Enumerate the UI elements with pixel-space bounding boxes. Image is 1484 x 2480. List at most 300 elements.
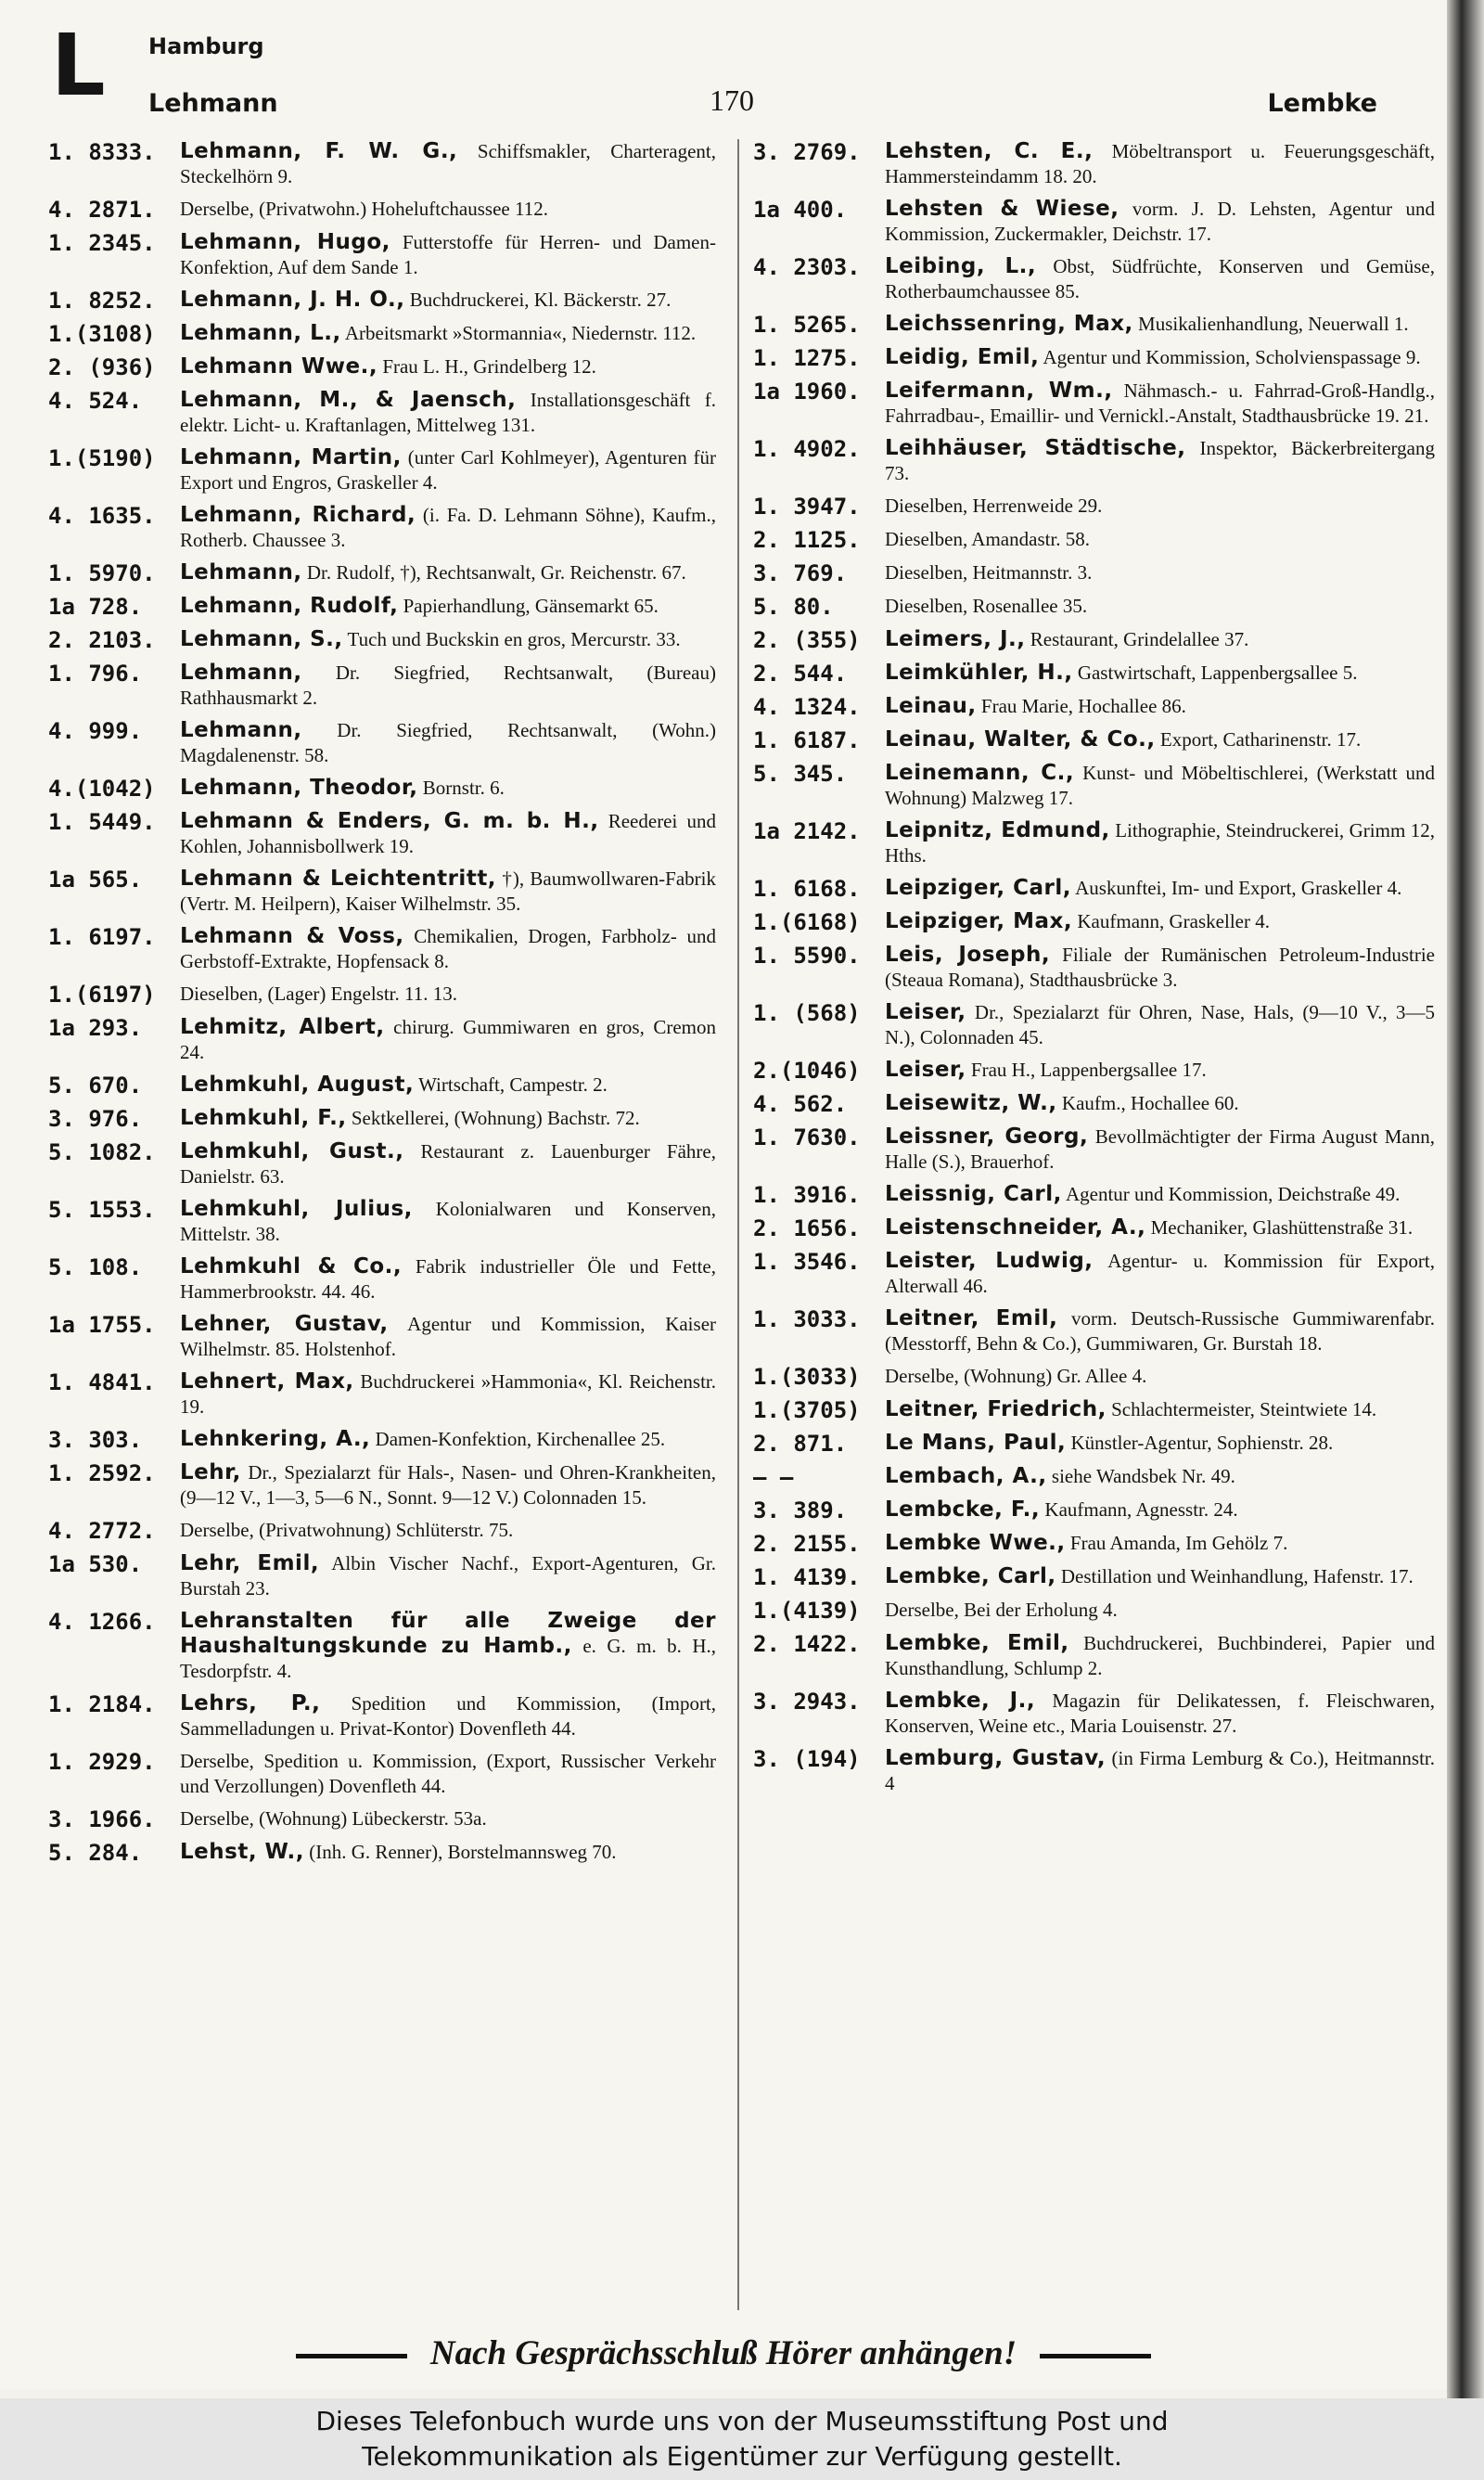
directory-entry (48, 809, 716, 859)
entry-text (885, 494, 1435, 519)
directory-entry (753, 1249, 1435, 1299)
entry-text (180, 718, 716, 768)
entry-text (885, 876, 1435, 901)
entry-text (180, 1749, 716, 1799)
subscriber-details: Futterstoffe für Herren- und Damen-Konfektion, Auf dem Sande 1. (180, 231, 716, 278)
directory-entry (753, 527, 1435, 553)
subscriber-name: Lehsten, C. E., (885, 139, 1094, 163)
subscriber-details: Dr. Rudolf, †), Rechtsanwalt, Gr. Reichenstr. 67. (306, 561, 686, 584)
directory-entry (753, 1306, 1435, 1356)
phone-number: 2.(1046) (753, 1058, 861, 1084)
subscriber-name: Lehmann, Richard, (180, 503, 416, 527)
phone-number: 1. 3947. (753, 494, 861, 520)
subscriber-details: Chemikalien, Drogen, Farbholz- und Gerbstoff-Extrakte, Hopfensack 8. (180, 925, 716, 972)
subscriber-name: Leister, Ludwig, (885, 1249, 1094, 1273)
entry-text (180, 982, 716, 1007)
directory-entry (753, 1091, 1435, 1117)
subscriber-details: Gastwirtschaft, Lappenbergsallee 5. (1077, 662, 1358, 684)
subscriber-name: Lehmann & Leichtentritt, (180, 867, 497, 891)
subscriber-name: Lehnkering, A., (180, 1427, 371, 1451)
phone-number: 1a 1960. (753, 379, 861, 405)
entry-text (180, 230, 716, 280)
entry-text (180, 1609, 716, 1684)
directory-entry (753, 761, 1435, 811)
city-heading: Hamburg (148, 33, 264, 59)
entry-text (180, 1806, 716, 1831)
entry-text (885, 1464, 1435, 1489)
subscriber-details: (in Firma Lemburg & Co.), Heitmannstr. 4 (885, 1747, 1436, 1794)
subscriber-name: Lembach, A., (885, 1464, 1047, 1488)
directory-entry (48, 197, 716, 223)
directory-entry (48, 1254, 716, 1304)
phone-number: 1. 6187. (753, 727, 861, 753)
subscriber-details: Dr. Siegfried, Rechtsanwalt, (Bureau) Rathhausmarkt 2. (180, 662, 716, 709)
subscriber-details: Sektkellerei, (Wohnung) Bachstr. 72. (351, 1107, 640, 1129)
entry-text (180, 197, 716, 222)
entry-text (885, 943, 1435, 993)
subscriber-details: Kunst- und Möbeltischlerei, (Werkstatt und Wohnung) Malzweg 17. (885, 762, 1436, 809)
directory-entry (753, 627, 1435, 653)
directory-entry (48, 718, 716, 768)
directory-entry (48, 1073, 716, 1099)
phone-number: 1a 530. (48, 1551, 143, 1577)
subscriber-details: Arbeitsmarkt »Stormannia«, Niedernstr. 112. (344, 322, 697, 344)
directory-entry (753, 139, 1435, 189)
entry-text (885, 909, 1435, 934)
phone-number: 4. 1635. (48, 503, 156, 529)
subscriber-name: Lehranstalten für alle Zweige der Haushaltungskunde zu Hamb., (180, 1609, 716, 1658)
phone-number: 1. 2184. (48, 1691, 156, 1717)
subscriber-name: Lehst, W., (180, 1840, 305, 1864)
subscriber-details: Inspektor, Bäckerbreitergang 73. (885, 437, 1435, 484)
subscriber-name: Lehr, Emil, (180, 1551, 320, 1575)
phone-number: 3. 303. (48, 1427, 143, 1453)
directory-entry (48, 354, 716, 380)
phone-number: 1. 6197. (48, 924, 156, 950)
subscriber-name: Lehmkuhl, F., (180, 1106, 347, 1130)
phone-number: 1.(4139) (753, 1598, 861, 1624)
subscriber-details: Derselbe, Bei der Erholung 4. (885, 1599, 1118, 1621)
entry-text (885, 1091, 1435, 1116)
credit-line-2: Telekommunikation als Eigentümer zur Verfügung gestellt. (362, 2441, 1122, 2472)
phone-number: 1. 5265. (753, 312, 861, 338)
slogan-rule-left (296, 2354, 407, 2358)
phone-number: 5. 284. (48, 1840, 143, 1866)
entry-text (885, 661, 1435, 686)
directory-entry (48, 503, 716, 553)
directory-entry (48, 776, 716, 802)
phone-number: 1. 4841. (48, 1369, 156, 1395)
subscriber-details: Damen-Konfektion, Kirchenallee 25. (375, 1428, 666, 1450)
entry-text (885, 1364, 1435, 1389)
phone-number: 2. 2103. (48, 627, 156, 653)
directory-entry (48, 1427, 716, 1453)
directory-entry (753, 1000, 1435, 1050)
book-spine (1447, 0, 1484, 2398)
slogan-rule-right (1040, 2354, 1151, 2358)
entry-text (180, 661, 716, 711)
directory-entry (48, 445, 716, 495)
subscriber-name: Leidig, Emil, (885, 345, 1040, 369)
directory-entry (753, 254, 1435, 304)
entry-text (885, 1306, 1435, 1356)
phone-number: 2. (355) (753, 627, 861, 653)
directory-entry (48, 1460, 716, 1510)
subscriber-details: Fabrik industrieller Öle und Fette, Hammerbrookstr. 44. 46. (180, 1255, 717, 1303)
entry-text (885, 761, 1435, 811)
subscriber-details: Filiale der Rumänischen Petroleum-Industrie (Steaua Romana), Stadthausbrücke 3. (885, 944, 1436, 991)
phone-number: 1. 8252. (48, 288, 156, 314)
subscriber-name: Leisewitz, W., (885, 1091, 1057, 1115)
subscriber-details: (Inh. G. Renner), Borstelmannsweg 70. (309, 1841, 617, 1863)
entry-text (885, 1746, 1435, 1796)
phone-number: 2. (936) (48, 354, 156, 380)
phone-number: 3. (194) (753, 1746, 861, 1772)
subscriber-name: Leitner, Friedrich, (885, 1397, 1107, 1421)
directory-entry (48, 1197, 716, 1247)
subscriber-details: Bevollmächtigter der Firma August Mann, Halle (S.), Brauerhof. (885, 1125, 1436, 1173)
subscriber-name: Leifermann, Wm., (885, 379, 1113, 403)
entry-text (180, 776, 716, 801)
directory-entry (753, 560, 1435, 586)
directory-entry (753, 1215, 1435, 1241)
entry-text (885, 1000, 1435, 1050)
entry-text (180, 627, 716, 652)
entry-text (885, 594, 1435, 619)
entry-text (885, 627, 1435, 652)
phone-number: 3. 389. (753, 1497, 848, 1523)
phone-number: — — (753, 1464, 794, 1490)
subscriber-details: Mechaniker, Glashüttenstraße 31. (1150, 1216, 1414, 1239)
entry-text (885, 694, 1435, 719)
left-guide-word: Lehmann (148, 89, 278, 118)
subscriber-details: Möbeltransport u. Feuerungsgeschäft, Hammersteindamm 18. 20. (885, 140, 1436, 187)
subscriber-details: Derselbe, (Privatwohnung) Schlüterstr. 75. (180, 1519, 514, 1541)
subscriber-name: Lehmkuhl, August, (180, 1073, 415, 1097)
right-guide-word: Lembke (1267, 89, 1377, 118)
subscriber-details: Derselbe, (Wohnung) Lübeckerstr. 53a. (180, 1807, 487, 1830)
directory-entry (753, 909, 1435, 935)
directory-entry (48, 230, 716, 280)
entry-text (180, 809, 716, 859)
subscriber-details: Dieselben, (Lager) Engelstr. 11. 13. (180, 983, 457, 1005)
phone-number: 4. 1266. (48, 1609, 156, 1635)
entry-text (180, 503, 716, 553)
subscriber-name: Leihhäuser, Städtische, (885, 436, 1186, 460)
phone-number: 2. 1656. (753, 1215, 861, 1241)
subscriber-name: Lehmann Wwe., (180, 354, 378, 379)
subscriber-details: Buchdruckerei, Buchbinderei, Papier und Kunsthandlung, Schlump 2. (885, 1632, 1436, 1679)
phone-number: 1. 5590. (753, 943, 861, 969)
phone-number: 2. 2155. (753, 1531, 861, 1557)
phone-number: 2. 1422. (753, 1631, 861, 1657)
entry-text (885, 1397, 1435, 1422)
subscriber-details: Buchdruckerei »Hammonia«, Kl. Reichenstr. 19. (180, 1370, 716, 1418)
left-column (48, 139, 716, 1873)
phone-number: 1. 6168. (753, 876, 861, 902)
subscriber-name: Leistenschneider, A., (885, 1215, 1146, 1240)
phone-number: 1a 400. (753, 197, 848, 223)
subscriber-name: Leimers, J., (885, 627, 1026, 651)
column-divider (737, 139, 739, 2310)
entry-text (885, 254, 1435, 304)
directory-entry (753, 1497, 1435, 1523)
entry-text (885, 197, 1435, 247)
directory-entry (753, 1598, 1435, 1624)
subscriber-details: Derselbe, (Privatwohn.) Hoheluftchaussee 112. (180, 198, 548, 220)
phone-number: 1.(6168) (753, 909, 861, 935)
phone-number: 4. 1324. (753, 694, 861, 720)
directory-entry (48, 1551, 716, 1601)
subscriber-name: Leipnitz, Edmund, (885, 818, 1110, 842)
phone-number: 1. 2345. (48, 230, 156, 256)
subscriber-name: Lehmkuhl, Gust., (180, 1139, 404, 1163)
subscriber-details: Reederei und Kohlen, Johannisbollwerk 19. (180, 810, 716, 857)
entry-text (885, 727, 1435, 752)
subscriber-name: Lehr, (180, 1460, 241, 1484)
subscriber-name: Lehmkuhl & Co., (180, 1254, 403, 1279)
entry-text (885, 1689, 1435, 1739)
entry-text (180, 560, 716, 585)
phone-number: 1. 4139. (753, 1564, 861, 1590)
subscriber-name: Leissnig, Carl, (885, 1182, 1062, 1206)
phone-number: 5. 670. (48, 1073, 143, 1099)
entry-text (885, 1182, 1435, 1207)
directory-entry (753, 876, 1435, 902)
phone-number: 5. 345. (753, 761, 848, 787)
subscriber-details: Obst, Südfrüchte, Konserven und Gemüse, Rotherbaumchaussee 85. (885, 255, 1436, 302)
phone-number: 3. 976. (48, 1106, 143, 1132)
directory-entry (48, 1691, 716, 1741)
subscriber-name: Lehmann, S., (180, 627, 343, 651)
entry-text (180, 1518, 716, 1543)
subscriber-details: Frau H., Lappenbergsallee 17. (970, 1059, 1207, 1081)
subscriber-details: Frau Marie, Hochallee 86. (980, 695, 1186, 717)
phone-number: 4. 562. (753, 1091, 848, 1117)
phone-number: 3. 1966. (48, 1806, 156, 1832)
entry-text (885, 1631, 1435, 1681)
phone-number: 1.(5190) (48, 445, 156, 471)
phone-number: 1. 5449. (48, 809, 156, 835)
phone-number: 5. 1553. (48, 1197, 156, 1223)
phone-number: 3. 769. (753, 560, 848, 586)
directory-entry (48, 1106, 716, 1132)
directory-entry (48, 1806, 716, 1832)
directory-entry (48, 1840, 716, 1866)
subscriber-details: e. G. m. b. H., Tesdorpfstr. 4. (180, 1635, 716, 1682)
subscriber-details: vorm. Deutsch-Russische Gummiwarenfabr. (Messtorff, Behn & Co.), Gummiwaren, Gr. Burstah 18. (885, 1307, 1435, 1355)
subscriber-details: Frau Amanda, Im Gehölz 7. (1069, 1532, 1288, 1554)
subscriber-name: Leichssenring, Max, (885, 312, 1133, 336)
slogan-text: Nach Gesprächsschluß Hörer anhängen! (429, 2334, 1017, 2372)
subscriber-details: Schlachtermeister, Steintwiete 14. (1111, 1398, 1377, 1420)
subscriber-name: Lehmann, Hugo, (180, 230, 390, 254)
directory-entry (48, 1369, 716, 1420)
phone-number: 1. 1275. (753, 345, 861, 371)
entry-text (885, 1215, 1435, 1240)
phone-number: 5. 80. (753, 594, 834, 620)
directory-entry (48, 924, 716, 974)
right-column (753, 139, 1435, 1804)
subscriber-name: Leinau, (885, 694, 977, 718)
directory-entry (753, 1182, 1435, 1208)
directory-entry (48, 139, 716, 189)
directory-entry (753, 494, 1435, 520)
phone-number: 4. 999. (48, 718, 143, 744)
entry-text (180, 354, 716, 379)
phone-number: 1a 293. (48, 1015, 143, 1041)
phone-number: 1. 2592. (48, 1460, 156, 1486)
phone-number: 1a 1755. (48, 1312, 156, 1338)
entry-text (180, 1460, 716, 1510)
entry-text (180, 1840, 716, 1865)
subscriber-details: Dr., Spezialarzt für Ohren, Nase, Hals, (9—10 V., 3—5 N.), Colonnaden 45. (885, 1001, 1436, 1048)
subscriber-name: Lehsten & Wiese, (885, 197, 1119, 221)
subscriber-details: Frau L. H., Grindelberg 12. (382, 355, 596, 378)
subscriber-details: Installationsgeschäft f. elektr. Licht- u. Kraftanlagen, Mittelweg 131. (180, 389, 717, 436)
entry-text (180, 1073, 716, 1098)
subscriber-details: Auskunftei, Im- und Export, Graskeller 4. (1075, 877, 1402, 899)
directory-entry (48, 594, 716, 620)
subscriber-details: Dr., Spezialarzt für Hals-, Nasen- und Ohren-Krankheiten, (9—12 V., 1—3, 5—6 N., Sonnt. 9—12 V.) Colonnaden 15. (180, 1461, 716, 1509)
entry-text (885, 560, 1435, 585)
phone-number: 1a 565. (48, 867, 143, 893)
phone-number: 4. 524. (48, 388, 143, 414)
phone-number: 3. 2769. (753, 139, 861, 165)
directory-entry (48, 1312, 716, 1362)
directory-entry (753, 1631, 1435, 1681)
subscriber-details: Lithographie, Steindruckerei, Grimm 12, Hths. (885, 819, 1435, 867)
directory-entry (753, 694, 1435, 720)
subscriber-name: Lehnert, Max, (180, 1369, 354, 1394)
directory-entry (48, 1015, 716, 1065)
phone-number: 1. 3916. (753, 1182, 861, 1208)
entry-text (180, 1139, 716, 1189)
directory-entry (48, 388, 716, 438)
subscriber-name: Lembke, Emil, (885, 1631, 1069, 1655)
subscriber-name: Lehmann, F. W. G., (180, 139, 458, 163)
subscriber-details: Restaurant z. Lauenburger Fähre, Danielstr. 63. (180, 1140, 716, 1188)
directory-entry (753, 1431, 1435, 1457)
directory-entry (753, 943, 1435, 993)
entry-text (885, 1431, 1435, 1456)
phone-number: 5. 1082. (48, 1139, 156, 1165)
entry-text (885, 312, 1435, 337)
phone-number: 1. 7630. (753, 1124, 861, 1150)
entry-text (180, 288, 716, 313)
entry-text (885, 1598, 1435, 1623)
subscriber-details: Nähmasch.- u. Fahrrad-Groß-Handlg., Fahrradbau-, Emaillir- und Vernickl.-Anstalt, Stadthausbrücke 19. 21. (885, 379, 1436, 427)
credit-banner (0, 2398, 1484, 2480)
subscriber-details: Kaufmann, Agnesstr. 24. (1044, 1498, 1238, 1521)
directory-entry (753, 436, 1435, 486)
subscriber-name: Lehmann, M., & Jaensch, (180, 388, 517, 412)
entry-text (180, 924, 716, 974)
subscriber-details: Papierhandlung, Gänsemarkt 65. (403, 595, 659, 617)
phone-number: 1.(6197) (48, 982, 156, 1008)
subscriber-details: Dieselben, Heitmannstr. 3. (885, 561, 1093, 584)
phone-number: 1.(3108) (48, 321, 156, 347)
subscriber-name: Lehmann & Voss, (180, 924, 404, 948)
subscriber-details: Künstler-Agentur, Sophienstr. 28. (1070, 1432, 1334, 1454)
phone-number: 2. 544. (753, 661, 848, 687)
directory-entry (48, 1749, 716, 1799)
subscriber-details: siehe Wandsbek Nr. 49. (1051, 1465, 1235, 1487)
phone-number: 1. (568) (753, 1000, 861, 1026)
entry-text (180, 388, 716, 438)
subscriber-name: Lehmann, L., (180, 321, 341, 345)
phone-number: 4. 2871. (48, 197, 156, 223)
subscriber-name: Lehmann, Martin, (180, 445, 402, 469)
subscriber-name: Leitner, Emil, (885, 1306, 1058, 1330)
subscriber-details: Albin Vischer Nachf., Export-Agenturen, Gr. Burstah 23. (180, 1552, 716, 1600)
entry-text (885, 527, 1435, 552)
subscriber-details: Schiffsmakler, Charteragent, Steckelhörn 9. (180, 140, 717, 187)
directory-entry (48, 288, 716, 314)
subscriber-name: Lembcke, F., (885, 1497, 1041, 1522)
directory-entry (753, 1124, 1435, 1175)
entry-text (180, 1106, 716, 1131)
section-letter: L (51, 16, 106, 115)
entry-text (180, 594, 716, 619)
subscriber-name: Lehrs, P., (180, 1691, 321, 1715)
subscriber-name: Leipziger, Carl, (885, 876, 1072, 900)
directory-entry (48, 982, 716, 1008)
entry-text (180, 139, 716, 189)
subscriber-name: Leimkühler, H., (885, 661, 1073, 685)
subscriber-details: Magazin für Delikatessen, f. Fleischwaren, Konserven, Weine etc., Maria Louisenstr. 27. (885, 1690, 1435, 1737)
subscriber-name: Lehmann, (180, 718, 302, 742)
entry-text (885, 1249, 1435, 1299)
directory-entry (753, 727, 1435, 753)
phone-number: 4. 2772. (48, 1518, 156, 1544)
directory-entry (753, 818, 1435, 868)
entry-text (885, 818, 1435, 868)
phone-number: 2. 1125. (753, 527, 861, 553)
subscriber-details: Spedition und Kommission, (Import, Sammelladungen u. Privat-Kontor) Dovenfleth 44. (180, 1692, 717, 1740)
entry-text (180, 867, 716, 917)
directory-entry (753, 1746, 1435, 1796)
credit-line-1: Dieses Telefonbuch wurde uns von der Museumsstiftung Post und (315, 2406, 1169, 2436)
entry-text (180, 1551, 716, 1601)
subscriber-details: Bornstr. 6. (422, 777, 505, 799)
subscriber-details: Dieselben, Amandastr. 58. (885, 528, 1091, 550)
phone-number: 1. 8333. (48, 139, 156, 165)
phone-number: 1.(3033) (753, 1364, 861, 1390)
subscriber-details: Agentur und Kommission, Deichstraße 49. (1065, 1183, 1401, 1205)
phone-number: 1. 3546. (753, 1249, 861, 1275)
subscriber-name: Lehmann, (180, 560, 302, 585)
entry-text (180, 1312, 716, 1362)
phone-number: 1a 2142. (753, 818, 861, 844)
entry-text (885, 139, 1435, 189)
subscriber-name: Leinemann, C., (885, 761, 1075, 785)
subscriber-name: Lemburg, Gustav, (885, 1746, 1107, 1770)
subscriber-name: Lehmann, J. H. O., (180, 288, 405, 312)
subscriber-name: Lembke, J., (885, 1689, 1036, 1713)
directory-entry (753, 379, 1435, 429)
entry-text (180, 321, 716, 346)
phone-number: 1. 5970. (48, 560, 156, 586)
phone-number: 4.(1042) (48, 776, 156, 802)
entry-text (180, 1254, 716, 1304)
subscriber-details: chirurg. Gummiwaren en gros, Cremon 24. (180, 1016, 717, 1063)
directory-entry (753, 345, 1435, 371)
subscriber-name: Leiser, (885, 1000, 966, 1024)
subscriber-name: Leipziger, Max, (885, 909, 1073, 933)
subscriber-details: (unter Carl Kohlmeyer), Agenturen für Export und Engros, Graskeller 4. (180, 446, 716, 494)
subscriber-name: Leissner, Georg, (885, 1124, 1089, 1149)
